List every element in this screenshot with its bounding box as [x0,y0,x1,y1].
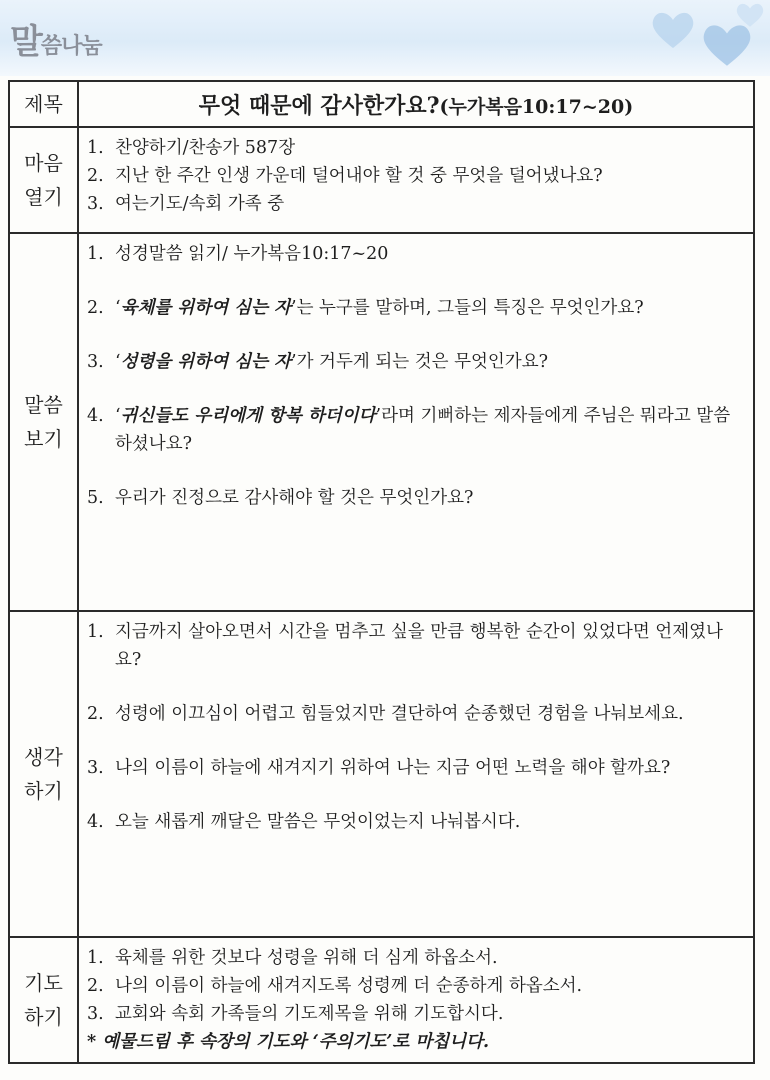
list-item: 3. ‘성령을 위하여 심는 자’가 거두게 되는 것은 무엇인가요? [87,352,548,372]
list-item: 3. 여는기도/속회 가족 중 [87,194,285,214]
section-open [9,127,754,233]
title-row [9,81,754,127]
word-list [79,234,753,520]
heart-icon [735,2,765,28]
section-label-think: 생각 하기 [9,611,78,937]
logo-small: 씀나눔 [40,34,102,59]
worksheet-table [8,80,755,1064]
list-item: 2. 나의 이름이 하늘에 새겨지도록 성령께 더 순종하게 하옵소서. [87,976,583,996]
header-band [0,0,770,76]
section-content-open [78,127,754,233]
list-item: 3. 교회와 속회 가족들의 기도제목을 위해 기도합시다. [87,1004,504,1024]
list-item: 2. 지난 한 주간 인생 가운데 덜어내야 할 것 중 무엇을 덜어냈나요? [87,166,603,186]
list-item: 2. 성령에 이끄심이 어렵고 힘들었지만 결단하여 순종했던 경험을 나눠보세요. [87,704,684,724]
heart-icon [650,10,696,50]
section-pray [9,937,754,1063]
title-reference: (누가복음10:17~20) [439,95,634,118]
title-text: 무엇 때문에 감사한가요? [198,92,440,119]
list-item: 2. ‘육체를 위하여 심는 자’는 누구를 말하며, 그들의 특징은 무엇인가요? [87,298,644,318]
closing-note: * 예물드림 후 속장의 기도와 ‘주의기도’로 마칩니다. [87,1032,490,1052]
open-list [79,128,753,222]
list-item: 3. 나의 이름이 하늘에 새겨지기 위하여 나는 지금 어떤 노력을 해야 할까요? [87,758,671,778]
section-think [9,611,754,937]
section-label-pray: 기도 하기 [9,937,78,1063]
section-content-think [78,611,754,937]
section-label-open: 마음 열기 [9,127,78,233]
pray-list [79,938,753,1028]
section-label-word: 말씀 보기 [9,233,78,611]
page-title [78,81,754,127]
logo [10,14,102,63]
list-item: 4. ‘귀신들도 우리에게 항복 하더이다’라며 기뻐하는 제자들에게 주님은 뭐라고 말씀하셨나요? [87,406,731,454]
list-item: 1. 지금까지 살아오면서 시간을 멈추고 싶을 만큼 행복한 순간이 있었다면 언제였나요? [87,622,723,670]
think-list [79,612,753,844]
list-item: 5. 우리가 진정으로 감사해야 할 것은 무엇인가요? [87,488,474,508]
section-content-pray [78,937,754,1063]
section-word [9,233,754,611]
title-label: 제목 [9,81,78,127]
section-content-word [78,233,754,611]
logo-main: 말 [10,22,41,62]
list-item: 1. 찬양하기/찬송가 587장 [87,138,296,158]
list-item: 4. 오늘 새롭게 깨달은 말씀은 무엇이었는지 나눠봅시다. [87,812,521,832]
list-item: 1. 성경말씀 읽기/ 누가복음10:17~20 [87,244,389,264]
list-item: 1. 육체를 위한 것보다 성령을 위해 더 심게 하옵소서. [87,948,498,968]
heart-icon [700,22,754,68]
